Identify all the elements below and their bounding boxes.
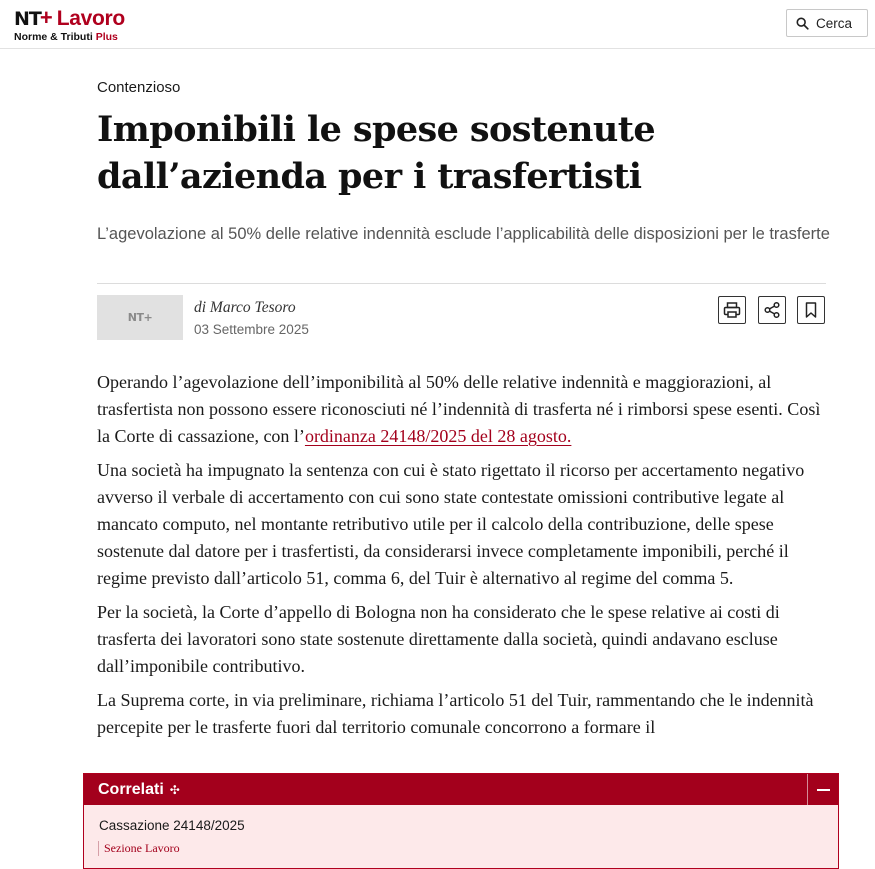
author-name[interactable]: di Marco Tesoro bbox=[194, 299, 296, 316]
correlati-item-title[interactable]: Cassazione 24148/2025 bbox=[99, 818, 245, 833]
article-title: Imponibili le spese sostenute dall’azienda per i trasfertisti bbox=[97, 109, 655, 197]
ordinanza-link[interactable]: ordinanza 24148/2025 del 28 agosto. bbox=[304, 426, 572, 446]
sparkle-icon: ✣ bbox=[169, 782, 180, 797]
logo-sub-text: Norme & Tributi bbox=[14, 31, 93, 43]
collapse-button[interactable] bbox=[807, 774, 838, 805]
bookmark-button[interactable] bbox=[797, 296, 825, 324]
logo-brand: Lavoro bbox=[56, 7, 125, 30]
correlati-title: Correlati bbox=[98, 780, 164, 798]
paragraph: Una società ha impugnato la sentenza con cui è stato rigettato il ricorso per accertamento negativo avverso il verbale di accertamento con cui sono state contestate omissioni contributive legate al mancato computo, nel montante retributivo utile per il calcolo della contribuzione, delle spese sostenute dal datore per i trasfertisti, da considerarsi invece completamente imponibili, perché il regime previsto dall’articolo 51, comma 6, del Tuir è alternativo al regime del comma 5. bbox=[97, 460, 805, 588]
correlati-header[interactable] bbox=[84, 774, 838, 805]
author-avatar bbox=[97, 295, 183, 340]
print-button[interactable] bbox=[718, 296, 746, 324]
search-label: Cerca bbox=[816, 15, 853, 31]
correlati-panel bbox=[83, 773, 839, 869]
site-logo[interactable] bbox=[14, 5, 125, 43]
article-kicker[interactable]: Contenzioso bbox=[97, 79, 181, 96]
top-bar bbox=[0, 0, 875, 49]
search-button[interactable] bbox=[786, 9, 868, 37]
share-icon bbox=[763, 301, 781, 319]
correlati-item-section[interactable]: Sezione Lavoro bbox=[98, 841, 180, 856]
minus-icon bbox=[817, 789, 830, 791]
bookmark-icon bbox=[802, 301, 820, 319]
article-subtitle: L’agevolazione al 50% delle relative indennità esclude l’applicabilità delle disposizioni per le trasferte bbox=[97, 225, 830, 243]
paragraph: La Suprema corte, in via preliminare, richiama l’articolo 51 del Tuir, rammentando che le indennità percepite per le trasferte fuori dal territorio comunale concorrono a formare il bbox=[97, 690, 814, 737]
paragraph bbox=[97, 369, 832, 450]
search-icon bbox=[796, 17, 809, 30]
paragraph: Per la società, la Corte d’appello di Bologna non ha considerato che le spese relative ai costi di trasferta dei lavoratori sono state sostenute direttamente dalla società, quindi andavano escluse dall’imponibile contributivo. bbox=[97, 602, 780, 676]
logo-nt: NT bbox=[14, 8, 41, 30]
print-icon bbox=[723, 301, 741, 319]
share-button[interactable] bbox=[758, 296, 786, 324]
article-body bbox=[97, 369, 832, 748]
author-avatar-logo: NT+ bbox=[127, 311, 153, 324]
logo-sub-plus: Plus bbox=[95, 31, 118, 43]
paragraph-text: Operando l’agevolazione dell’imponibilità al 50% delle relative indennità e maggiorazioni, al trasfertista non possono essere riconosciuti né l’indennità di trasferta né i rimborsi spese esenti. Così la Corte di cassazione, con l’ bbox=[97, 372, 821, 446]
logo-plus: + bbox=[39, 5, 53, 30]
divider bbox=[97, 283, 826, 284]
publish-date: 03 Settembre 2025 bbox=[194, 322, 309, 337]
logo-subtitle bbox=[14, 31, 125, 43]
